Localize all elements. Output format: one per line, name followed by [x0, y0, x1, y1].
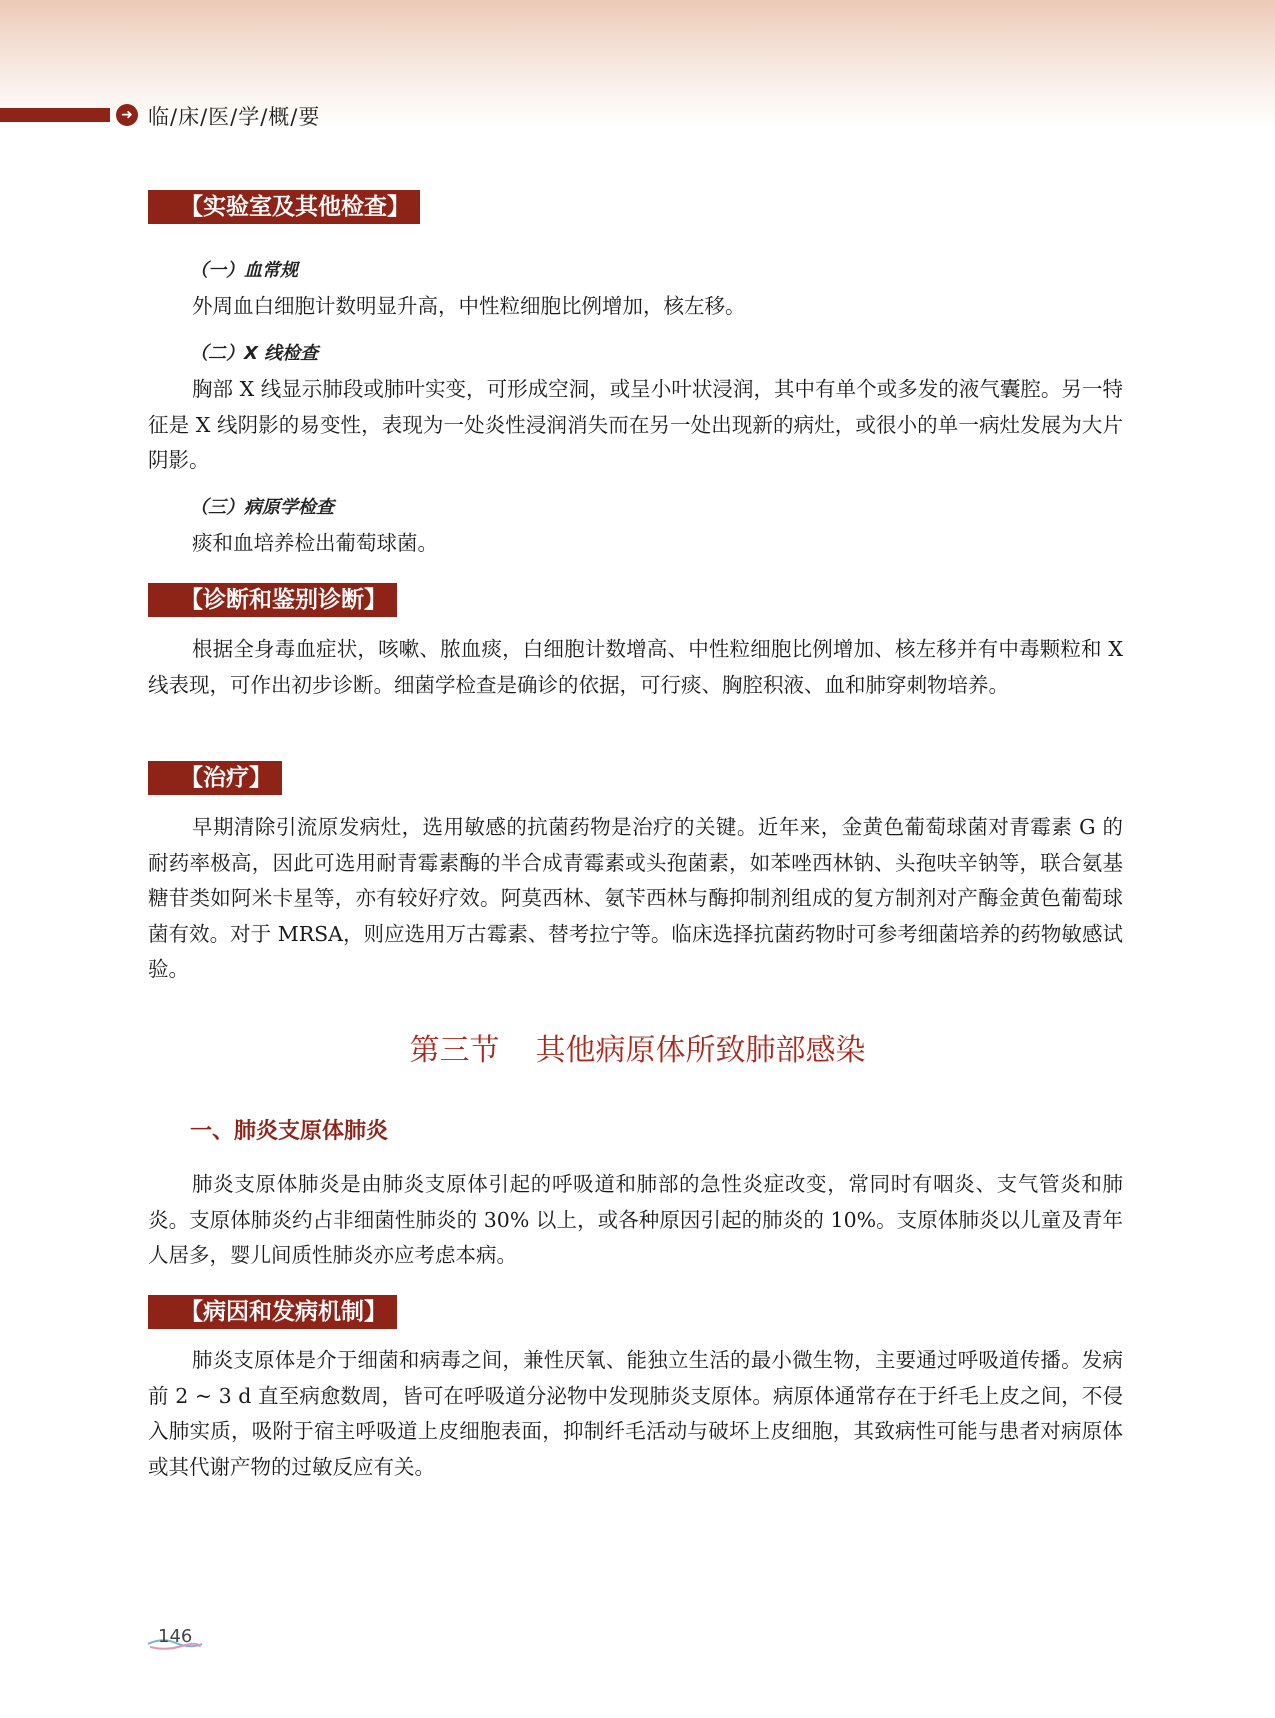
chapter-number: 第三节: [409, 1033, 500, 1068]
subheading-pathogen: （三）病原学检查: [190, 497, 334, 518]
section-title-etiology: 【病因和发病机制】: [148, 1295, 397, 1329]
paragraph-pathogen: 痰和血培养检出葡萄球菌。: [192, 531, 438, 555]
paragraph-xray: 胸部 X 线显示肺段或肺叶实变，可形成空洞，或呈小叶状浸润，其中有单个或多发的液气囊腔。另一特征是 X 线阴影的易变性，表现为一处炎性浸润消失而在另一处出现新的病灶，或很小的单一病灶发展为大片阴影。: [148, 377, 1123, 472]
paragraph-etiology: 肺炎支原体是介于细菌和病毒之间，兼性厌氧、能独立生活的最小微生物，主要通过呼吸道传播。发病前 2 ~ 3 d 直至病愈数周，皆可在呼吸道分泌物中发现肺炎支原体。病原体通常存在于纤毛上皮之间，不侵入肺实质，吸附于宿主呼吸道上皮细胞表面，抑制纤毛活动与破坏上皮细胞，其致病性可能与患者对病原体或其代谢产物的过敏反应有关。: [148, 1348, 1123, 1479]
chapter-title: [0, 1025, 1275, 1069]
section-title-lab: 【实验室及其他检查】: [148, 190, 420, 224]
paragraph-blood-routine: 外周血白细胞计数明显升高，中性粒细胞比例增加，核左移。: [192, 294, 746, 318]
chapter-name: 其他病原体所致肺部感染: [535, 1033, 866, 1068]
heading-mycoplasma: 一、肺炎支原体肺炎: [190, 1119, 389, 1144]
section-title-treatment: 【治疗】: [148, 761, 282, 795]
subheading-xray: （二）X 线检查: [190, 343, 319, 364]
arrow-right-icon: ➜: [116, 104, 138, 126]
section-title-diagnosis: 【诊断和鉴别诊断】: [148, 583, 397, 617]
header-accent-bar: [0, 108, 110, 122]
paragraph-treatment: 早期清除引流原发病灶，选用敏感的抗菌药物是治疗的关键。近年来，金黄色葡萄球菌对青霉素 G 的耐药率极高，因此可选用耐青霉素酶的半合成青霉素或头孢菌素，如苯唑西林钠、头孢呋辛钠等，联合氨基糖苷类如阿米卡星等，亦有较好疗效。阿莫西林、氨苄西林与酶抑制剂组成的复方制剂对产酶金黄色葡萄球菌有效。对于 MRSA，则应选用万古霉素、替考拉宁等。临床选择抗菌药物时可参考细菌培养的药物敏感试验。: [148, 815, 1123, 981]
paragraph-mycoplasma-intro: 肺炎支原体肺炎是由肺炎支原体引起的呼吸道和肺部的急性炎症改变，常同时有咽炎、支气管炎和肺炎。支原体肺炎约占非细菌性肺炎的 30% 以上，或各种原因引起的肺炎的 10%。支原体肺炎以儿童及青年人居多，婴儿间质性肺炎亦应考虑本病。: [148, 1172, 1123, 1267]
subheading-blood-routine: （一）血常规: [190, 260, 298, 281]
book-title: 临/床/医/学/概/要: [148, 105, 321, 129]
paragraph-diagnosis: 根据全身毒血症状，咳嗽、脓血痰，白细胞计数增高、中性粒细胞比例增加、核左移并有中毒颗粒和 X 线表现，可作出初步诊断。细菌学检查是确诊的依据，可行痰、胸腔积液、血和肺穿刺物培养。: [148, 637, 1123, 697]
page-number: 146: [158, 1626, 193, 1647]
